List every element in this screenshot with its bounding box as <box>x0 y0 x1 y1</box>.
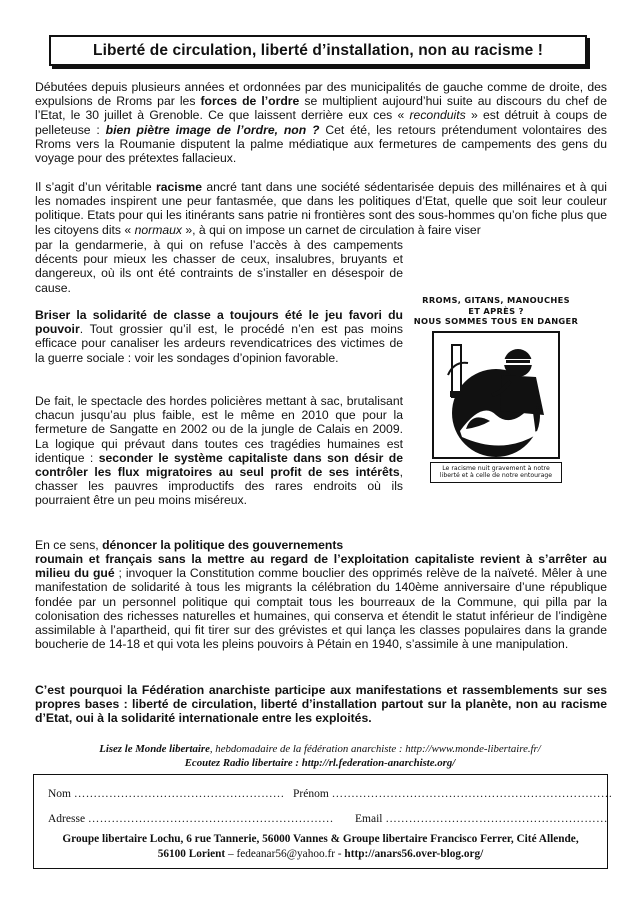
poster-line-2: ET APRÈS ? <box>468 305 524 316</box>
email-blank[interactable]: ………………………………………………… <box>385 813 608 825</box>
para4-bold-1: seconder le système capitaliste dans son désir de contrôler les flux migratoires au seul profit de ses intérêts <box>35 450 403 480</box>
email-label: Email <box>355 813 383 825</box>
para1-italic-1: reconduits <box>409 108 466 123</box>
paragraph-2-full-width <box>35 180 607 237</box>
adresse-blank[interactable]: ……………………………………………………… <box>87 813 334 825</box>
para5-text-1: En ce sens, <box>35 538 103 552</box>
paragraph-4 <box>35 394 403 508</box>
radio-libertaire-text: Ecoutez Radio libertaire : http://rl.federation-anarchiste.org/ <box>184 757 456 769</box>
paragraph-5-column <box>35 538 403 552</box>
nom-label: Nom <box>48 788 71 800</box>
footer-email: – fedeanar56@yahoo.fr - <box>225 848 345 860</box>
para2-italic-1: normaux <box>134 222 182 237</box>
prenom-field[interactable] <box>293 788 612 800</box>
contact-form-box <box>33 774 613 869</box>
title-box <box>49 35 587 66</box>
para1-bold-1: forces de l’ordre <box>200 94 300 109</box>
monde-libertaire-line <box>0 743 640 755</box>
para2-text-2: ancré tant dans une société sédentarisée depuis des millénaires et à qui les nomades inspirent une peur fantasmée, que dans les politiques d’Etat, quelle que soit leur couleur politique. Etats pour qui les itinérants sans patrie ni frontières sont des sous-hommes qu’on fiche plus que les citoyens dits « <box>35 180 607 237</box>
footer-blog-url: http://anars56.over-blog.org/ <box>344 848 484 860</box>
para1-text-2: se multiplient aujourd’hui suite au discours du chef de l’Etat, le 30 juillet à Grenoble. Ce que laissent derrière eux ces « <box>35 94 607 123</box>
footer-city: 56100 Lorient <box>157 848 226 860</box>
paragraph-5-full-width <box>35 552 607 651</box>
poster-line-3: NOUS SOMMES TOUS EN DANGER <box>413 316 579 326</box>
nom-blank[interactable]: ……………………………………………… <box>73 788 285 800</box>
para4-text-1: De fait, le spectacle des hordes policières mettant à sac, brutalisant chacun jusqu’au plus faible, est le même en 2010 que pour la fermeture de Sangatte en 2002 ou de la jungle de Calais en 2009. La logique qui prévaut dans toutes ces tragédies humaines est identique : <box>35 394 403 465</box>
para3-bold-1: Briser la solidarité de classe a toujours été le jeu favori du pouvoir <box>35 308 403 337</box>
para5-bold-2: roumain et français sans la mettre au regard de l’exploitation capitaliste revient à s’arrêter au milieu du gué <box>35 552 607 581</box>
para1-bold-italic-1: bien piètre image de l’ordre, non ? <box>105 122 320 137</box>
poster-line-1: RROMS, GITANS, MANOUCHES <box>422 295 570 305</box>
prenom-label: Prénom <box>293 788 329 800</box>
monde-libertaire-label: Lisez le Monde libertaire <box>99 743 210 755</box>
monde-libertaire-url: , hebdomadaire de la fédération anarchiste : http://www.monde-libertaire.fr/ <box>209 743 541 755</box>
paragraph-6-conclusion: C’est pourquoi la Fédération anarchiste participe aux manifestations et rassemblements sur ses propres bases : liberté de circulation, liberté d’installation partout sur la planète, non au racisme d’Etat, oui à la solidarité internationale entre les exploités. <box>35 683 607 726</box>
radio-libertaire-line <box>0 757 640 769</box>
para1-text-1: Débutées depuis plusieurs années et ordonnées par des municipalités de gauche comme de droite, des expulsions de Rroms par les <box>35 80 607 109</box>
para2-text-1: Il s’agit d’un véritable <box>35 180 156 194</box>
paragraph-1 <box>35 80 607 165</box>
email-field[interactable] <box>355 813 608 825</box>
prenom-blank[interactable]: ……………………………………………………………… <box>331 788 613 800</box>
para5-text-2: ; invoquer la Constitution comme bouclier des opprimés relève de la naïveté. Mêler à une manifestation de solidarité à tous les migrants la célébration du 140ème anniversaire d’une république fondée par un personnel politique qui comptait tous les bourreaux de la Commune, qui pilla par la colonisation des richesses naturelles et humaines, qui conserva et étendit le statut inférieur de l’indigène assimilable à l’apartheid, qui fit tirer sur des grévistes et qui lança les classes populaires dans la grande boucherie de 14-18 et qui vota les pleins pouvoirs à Pétain en 1940, s’assimile à une manipulation. <box>35 566 608 652</box>
riot-police-illustration <box>432 331 560 459</box>
footer-address-line: Groupe libertaire Lochu, 6 rue Tannerie, 56000 Vannes & Groupe libertaire Francisco Ferrer, Cité Allende, <box>62 833 579 845</box>
nom-field[interactable] <box>48 788 284 800</box>
para4-text-2: , chasser les pauvres improductifs des rares endroits où ils pourraient être un peu moins miséreux. <box>35 465 403 508</box>
footer-contact-line <box>34 848 607 860</box>
para1-text-3: » est détruit à coups de pelleteuse : <box>35 108 607 137</box>
page-title: Liberté de circulation, liberté d’installation, non au racisme ! <box>93 41 543 59</box>
poster-heading <box>410 295 582 327</box>
paragraph-3 <box>35 308 403 365</box>
adresse-label: Adresse <box>48 813 86 825</box>
poster-image <box>410 295 582 515</box>
para2-text-3: », à qui on impose un carnet de circulation à faire viser <box>182 222 481 237</box>
para2-bold-1: racisme <box>155 180 203 194</box>
paragraph-2-column: par la gendarmerie, à qui on refuse l’accès à des campements décents pour mieux les chasser de ceux, insalubres, bruyants et dangereux, où ils ont été contraints de s’installer en désespoir de cause. <box>35 238 403 295</box>
para5-bold-1: dénoncer la politique des gouvernements <box>102 538 344 552</box>
para3-text-1: . Tout grossier qu’il est, le procédé n’en est pas moins efficace pour canaliser les ardeurs revendicatrices des victimes de la guerre sociale : voir les sondages d’opinion favorable. <box>35 322 403 365</box>
para1-text-4: Cet été, les retours prétendument volontaires des Rroms vers la Roumanie disputent la palme médiatique aux fermetures de campements des gens du voyage pour des prétextes fallacieux. <box>35 122 607 166</box>
adresse-field[interactable] <box>48 813 334 825</box>
poster-caption: Le racisme nuit gravement à notre liberté et à celle de notre entourage <box>430 462 562 483</box>
